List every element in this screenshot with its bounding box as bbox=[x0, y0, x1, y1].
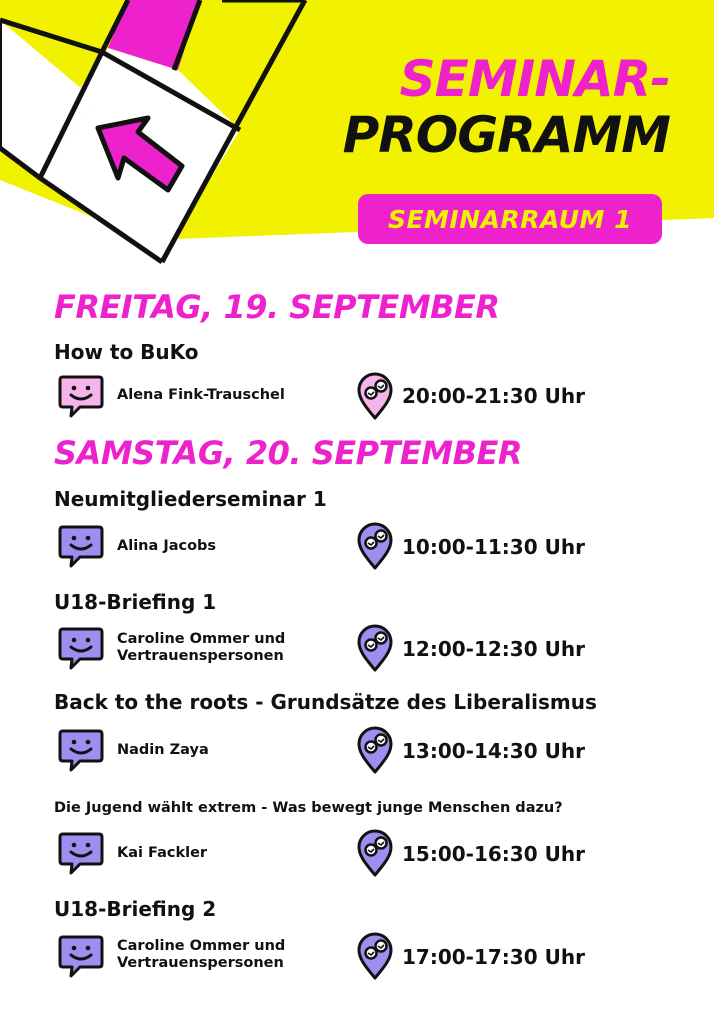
event-time: 12:00-12:30 Uhr bbox=[402, 637, 585, 661]
event-speaker: Nadin Zaya bbox=[117, 742, 209, 758]
event-title: U18-Briefing 1 bbox=[54, 590, 217, 614]
day-heading-saturday: SAMSTAG, 20. SEPTEMBER bbox=[54, 434, 522, 472]
title-line-1: SEMINAR- bbox=[399, 50, 670, 108]
location-pin-icon bbox=[350, 371, 400, 421]
location-pin-icon bbox=[350, 828, 400, 878]
event-speaker: Caroline Ommer und Vertrauenspersonen bbox=[117, 631, 286, 664]
location-pin-icon bbox=[350, 521, 400, 571]
event-title: Die Jugend wählt extrem - Was bewegt junge Menschen dazu? bbox=[54, 800, 563, 816]
event-time: 15:00-16:30 Uhr bbox=[402, 842, 585, 866]
event-speaker: Kai Fackler bbox=[117, 845, 208, 861]
event-time: 10:00-11:30 Uhr bbox=[402, 535, 585, 559]
event-time: 13:00-14:30 Uhr bbox=[402, 739, 585, 763]
chat-face-icon bbox=[56, 725, 106, 775]
event-speaker: Alina Jacobs bbox=[117, 538, 217, 554]
location-pin-icon bbox=[350, 623, 400, 673]
event-speaker: Alena Fink-Trauschel bbox=[117, 387, 285, 403]
event-title: How to BuKo bbox=[54, 340, 199, 364]
day-heading-friday: FREITAG, 19. SEPTEMBER bbox=[54, 288, 500, 326]
event-time: 20:00-21:30 Uhr bbox=[402, 384, 585, 408]
chat-face-icon bbox=[56, 931, 106, 981]
event-title: Back to the roots - Grundsätze des Liberalismus bbox=[54, 690, 597, 714]
location-pin-icon bbox=[350, 931, 400, 981]
event-title: U18-Briefing 2 bbox=[54, 897, 217, 921]
event-title: Neumitgliederseminar 1 bbox=[54, 487, 327, 511]
event-speaker: Caroline Ommer und Vertrauenspersonen bbox=[117, 938, 286, 971]
chat-face-icon bbox=[56, 828, 106, 878]
location-pin-icon bbox=[350, 725, 400, 775]
title-line-2: PROGRAMM bbox=[342, 106, 670, 164]
chat-face-icon bbox=[56, 623, 106, 673]
room-badge: SEMINARRAUM 1 bbox=[358, 194, 662, 244]
chat-face-icon bbox=[56, 521, 106, 571]
event-time: 17:00-17:30 Uhr bbox=[402, 945, 585, 969]
chat-face-icon bbox=[56, 371, 106, 421]
